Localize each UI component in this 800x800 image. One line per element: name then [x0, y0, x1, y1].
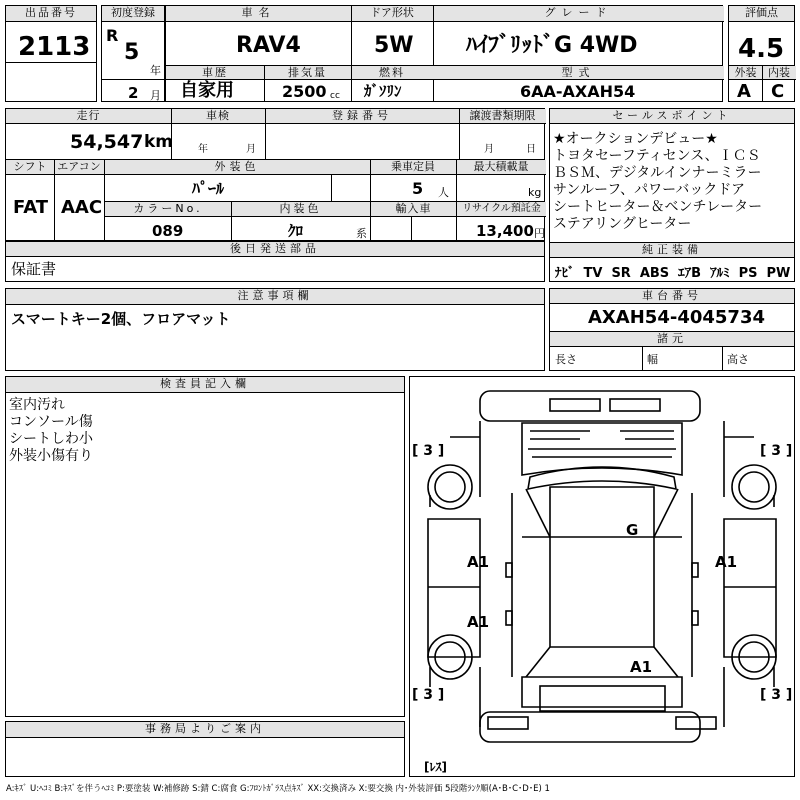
- capacity-label: 乗車定員: [370, 160, 456, 175]
- recycle-unit: 円: [534, 227, 545, 240]
- damage-mark-rear-door-left: A1: [467, 613, 490, 631]
- spare-tire-less: [ﾚｽ]: [424, 760, 447, 774]
- height-label: 高さ: [727, 353, 749, 366]
- inspector-line: 外装小傷有り: [9, 448, 93, 464]
- lot-box: [5, 5, 97, 102]
- office-box: [5, 721, 405, 777]
- transfer-label: 譲渡書類期限: [459, 109, 546, 124]
- ext-color-label: 外装色: [104, 160, 370, 175]
- recycle-label: リサイクル預託金: [457, 202, 546, 217]
- equipment-item: PW: [766, 266, 791, 281]
- first-reg-year: 5: [124, 40, 140, 65]
- capacity-unit: 人: [438, 186, 449, 199]
- later-parts-value: 保証書: [11, 260, 57, 278]
- door-label: ドア形状: [351, 6, 433, 22]
- door-value: 5W: [374, 33, 414, 58]
- history-label: 車歴: [166, 66, 264, 80]
- sales-point-line: トヨタセーフティセンス、ＩＣＳ: [553, 148, 761, 164]
- equipment-item: ｱﾙﾐ: [710, 266, 730, 281]
- sales-points-label: セールスポイント: [550, 109, 794, 124]
- car-name-value: RAV4: [236, 33, 301, 58]
- inspector-label: 検査員記入欄: [6, 377, 404, 393]
- tire-code-front-left: [ 3 ]: [412, 443, 445, 459]
- length-label: 長さ: [555, 353, 577, 366]
- legend-footer: A:ｷｽﾞ U:ﾍｺﾐ B:ｷｽﾞを伴うﾍｺﾐ P:要塗装 W:補修跡 S:錆 C:腐食 G:ﾌﾛﾝﾄｶﾞﾗｽ点ｷｽﾞ XX:交換済み X:要交換 内･外装評価 5段階ﾗﾝｸ順(A･B･C･D･E) 1: [6, 784, 550, 794]
- later-parts-label: 後日発送部品: [6, 241, 544, 257]
- notes-box: [5, 288, 545, 371]
- notes-label: 注意事項欄: [6, 289, 544, 305]
- aircon-value: AAC: [61, 197, 103, 218]
- chassis-label: 車台番号: [550, 289, 794, 304]
- first-reg-era: R: [106, 26, 119, 45]
- score-label: 評価点: [729, 6, 794, 22]
- ext-score-value: A: [737, 81, 751, 102]
- dimensions-label: 諸元: [550, 332, 794, 347]
- inspection-label: 車検: [171, 109, 265, 124]
- history-value: 自家用: [180, 80, 234, 101]
- model-code-label: 型式: [433, 66, 724, 80]
- damage-mark-front-door-right: A1: [715, 553, 738, 571]
- int-score-label: 内装: [762, 66, 796, 80]
- int-color-label: 内装色: [231, 202, 370, 217]
- inspector-line: シートしわ小: [9, 431, 93, 447]
- color-no-value: 089: [152, 222, 184, 240]
- first-reg-box: [101, 5, 165, 102]
- equipment-label: 純正装備: [550, 243, 794, 258]
- fuel-value: ｶﾞｿﾘﾝ: [364, 82, 402, 100]
- grade-value: ﾊｲﾌﾞﾘｯﾄﾞG 4WD: [466, 33, 638, 58]
- max-load-unit: kg: [528, 186, 542, 199]
- equipment-item: ｴｱB: [678, 266, 702, 281]
- transfer-month-unit: 月: [484, 144, 494, 155]
- chassis-box: [549, 288, 795, 371]
- mileage-value: 54,547: [70, 131, 144, 153]
- tire-code-rear-left: [ 3 ]: [412, 687, 445, 703]
- int-score-value: C: [771, 81, 785, 102]
- car-name-label: 車名: [166, 6, 351, 22]
- first-reg-label: 初度登録: [102, 6, 164, 22]
- damage-mark-front-door-left: A1: [467, 553, 490, 571]
- color-no-label: カラーNo.: [105, 202, 231, 217]
- equipment-item: ﾅﾋﾞ: [555, 266, 575, 281]
- width-label: 幅: [647, 353, 658, 366]
- sales-point-line: ステアリングヒーター: [553, 216, 692, 232]
- aircon-label: エアコン: [54, 160, 104, 175]
- office-label: 事務局よりご案内: [6, 722, 404, 738]
- score-box: [728, 5, 795, 102]
- first-reg-month: 2: [128, 84, 139, 102]
- notes-value: スマートキー2個、フロアマット: [11, 310, 231, 328]
- vehicle-info-box: [165, 5, 723, 102]
- inspector-line: 室内汚れ: [9, 397, 65, 413]
- capacity-value: 5: [412, 179, 424, 198]
- sales-point-line: サンルーフ、パワーバックドア: [553, 182, 746, 198]
- equipment-item: SR: [611, 266, 631, 281]
- shift-value: FAT: [13, 197, 49, 218]
- damage-mark-windshield: G: [626, 521, 639, 539]
- damage-mark-rear: A1: [630, 658, 653, 676]
- tire-code-rear-right: [ 3 ]: [760, 687, 793, 703]
- shift-label: シフト: [6, 160, 54, 175]
- ext-score-label: 外装: [729, 66, 762, 80]
- grade-label: グレード: [433, 6, 724, 22]
- sales-point-line: ★オークションデビュー★: [553, 131, 718, 147]
- ext-color-value: ﾊﾟｰﾙ: [192, 179, 225, 198]
- car-diagram: [410, 377, 794, 776]
- inspector-box: [5, 376, 405, 717]
- inspection-year-unit: 年: [198, 144, 208, 155]
- car-diagram-box: [409, 376, 795, 777]
- equipment-item: PS: [738, 266, 758, 281]
- sales-point-line: シートヒーター＆ベンチレーター: [553, 199, 763, 215]
- displacement-unit: cc: [330, 91, 340, 101]
- spec-box: [5, 108, 545, 241]
- lot-label: 出品番号: [6, 6, 96, 22]
- lot-number: 2113: [18, 32, 91, 62]
- equipment-item: ABS: [639, 266, 670, 281]
- later-parts-box: [5, 241, 545, 282]
- displacement-value: 2500: [282, 82, 327, 101]
- mileage-unit: km: [144, 132, 174, 152]
- int-color-suffix: 系: [356, 227, 367, 240]
- equipment-list: [555, 262, 790, 281]
- first-reg-year-unit: 年: [150, 64, 161, 77]
- transfer-day-unit: 日: [526, 144, 536, 155]
- reg-number-label: 登録番号: [265, 109, 459, 124]
- inspector-line: コンソール傷: [9, 414, 93, 430]
- sales-points-box: [549, 108, 795, 282]
- int-color-value: ｸﾛ: [288, 222, 304, 240]
- inspection-month-unit: 月: [246, 144, 256, 155]
- equipment-item: TV: [583, 266, 603, 281]
- import-label: 輸入車: [371, 202, 456, 217]
- sales-point-line: ＢＳＭ、デジタルインナーミラー: [553, 165, 762, 181]
- fuel-label: 燃料: [351, 66, 433, 80]
- recycle-value: 13,400: [476, 222, 534, 240]
- chassis-value: AXAH54-4045734: [588, 307, 765, 328]
- score-value: 4.5: [738, 34, 785, 64]
- displacement-label: 排気量: [264, 66, 351, 80]
- mileage-label: 走行: [6, 109, 171, 124]
- max-load-label: 最大積載量: [456, 160, 546, 175]
- tire-code-front-right: [ 3 ]: [760, 443, 793, 459]
- first-reg-month-unit: 月: [150, 89, 161, 102]
- model-code-value: 6AA-AXAH54: [520, 82, 636, 101]
